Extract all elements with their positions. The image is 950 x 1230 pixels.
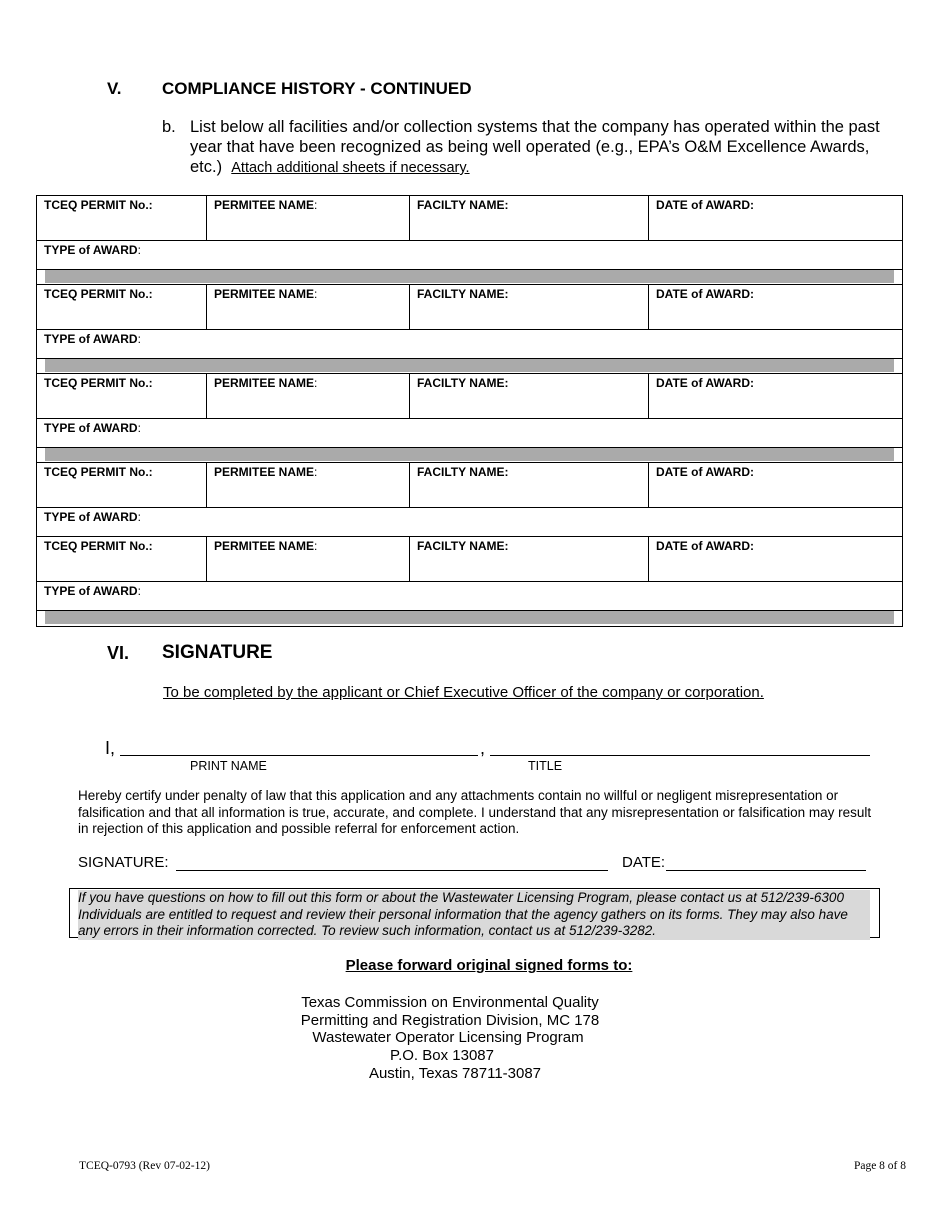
type-of-award-label: TYPE of AWARD <box>44 510 138 524</box>
separator-row <box>37 611 902 626</box>
tceq-permit-field[interactable] <box>37 463 207 507</box>
tceq-permit-field[interactable] <box>37 537 207 581</box>
permitee-name-label: PERMITEE NAME <box>214 198 315 212</box>
separator-bar <box>45 270 894 283</box>
signature-line[interactable] <box>176 870 608 871</box>
awards-table <box>36 195 903 627</box>
item-b-text: List below all facilities and/or collection systems that the company has operated within the past year that have been recognized as being well operated (e.g., EPA’s O&M Excellence Awards, etc.) <box>190 118 880 176</box>
date-of-award-field[interactable] <box>649 285 902 329</box>
date-of-award-label: DATE of AWARD: <box>656 539 754 553</box>
date-of-award-field[interactable] <box>649 196 902 240</box>
footer-page-number: Page 8 of 8 <box>853 1160 906 1172</box>
date-of-award-label: DATE of AWARD: <box>656 465 754 479</box>
award-type-row <box>37 330 902 359</box>
type-of-award-field[interactable]: TYPE of AWARD: <box>44 243 141 257</box>
permitee-name-label: PERMITEE NAME <box>214 376 315 390</box>
separator-bar <box>45 611 894 624</box>
address-line-2: Permitting and Registration Division, MC 178 <box>300 1012 600 1029</box>
facility-name-label: FACILTY NAME: <box>417 465 509 479</box>
type-of-award-field[interactable]: TYPE of AWARD: <box>44 510 141 524</box>
type-of-award-label: TYPE of AWARD <box>44 421 138 435</box>
print-name-line[interactable] <box>120 755 478 756</box>
date-of-award-field[interactable] <box>649 463 902 507</box>
type-of-award-label: TYPE of AWARD <box>44 332 138 346</box>
facility-name-field[interactable] <box>410 537 649 581</box>
award-fields-row <box>37 285 902 330</box>
contact-notice-text: If you have questions on how to fill out this form or about the Wastewater Licensing Program, please contact us at 512/239-6300 Individuals are entitled to request and review their personal information that the agency gathers on its forms. They may also have any errors in their information corrected. To review such information, contact us at 512/239-3282. <box>78 890 870 940</box>
item-b-note: Attach additional sheets if necessary. <box>231 160 470 176</box>
tceq-permit-label: TCEQ PERMIT No.: <box>44 539 153 553</box>
date-of-award-label: DATE of AWARD: <box>656 376 754 390</box>
separator-row <box>37 270 902 285</box>
type-of-award-field[interactable]: TYPE of AWARD: <box>44 332 141 346</box>
title-label: TITLE <box>528 759 563 773</box>
date-of-award-label: DATE of AWARD: <box>656 198 754 212</box>
i-label: I, <box>105 738 116 758</box>
facility-name-label: FACILTY NAME: <box>417 539 509 553</box>
separator-row <box>37 448 902 463</box>
signature-label: SIGNATURE: <box>78 854 169 871</box>
footer-form-id: TCEQ-0793 (Rev 07-02-12) <box>79 1160 210 1172</box>
permitee-name-field[interactable]: PERMITEE NAME: <box>207 537 410 581</box>
facility-name-field[interactable] <box>410 196 649 240</box>
date-of-award-field[interactable] <box>649 374 902 418</box>
type-of-award-label: TYPE of AWARD <box>44 584 138 598</box>
tceq-permit-field[interactable] <box>37 196 207 240</box>
separator-row <box>37 359 902 374</box>
tceq-permit-label: TCEQ PERMIT No.: <box>44 376 153 390</box>
tceq-permit-field[interactable] <box>37 285 207 329</box>
award-fields-row <box>37 196 902 241</box>
award-type-row <box>37 508 902 537</box>
permitee-name-label: PERMITEE NAME <box>214 465 315 479</box>
permitee-name-label: PERMITEE NAME <box>214 539 315 553</box>
tceq-permit-field[interactable] <box>37 374 207 418</box>
date-of-award-field[interactable] <box>649 537 902 581</box>
comma-separator: , <box>480 738 486 758</box>
date-line[interactable] <box>666 870 866 871</box>
section-6-title: SIGNATURE <box>162 642 273 663</box>
date-of-award-label: DATE of AWARD: <box>656 287 754 301</box>
permitee-name-field[interactable]: PERMITEE NAME: <box>207 285 410 329</box>
award-type-row <box>37 582 902 611</box>
title-line[interactable] <box>490 755 870 756</box>
type-of-award-field[interactable]: TYPE of AWARD: <box>44 584 141 598</box>
facility-name-field[interactable] <box>410 463 649 507</box>
award-type-row <box>37 419 902 448</box>
type-of-award-field[interactable]: TYPE of AWARD: <box>44 421 141 435</box>
date-label: DATE: <box>622 854 666 871</box>
permitee-name-label: PERMITEE NAME <box>214 287 315 301</box>
address-line-4: P.O. Box 13087 <box>390 1047 494 1064</box>
tceq-permit-label: TCEQ PERMIT No.: <box>44 198 153 212</box>
facility-name-field[interactable] <box>410 285 649 329</box>
print-name-label: PRINT NAME <box>190 759 267 773</box>
award-fields-row <box>37 537 902 582</box>
certification-text: Hereby certify under penalty of law that this application and any attachments contain no willful or negligent misrepresentation or falsification and that all information is true, accurate, and complete. I understand that any misrepresentation or falsification may result in rejection of this application and possible referral for enforcement action. <box>78 788 872 836</box>
forward-heading: Please forward original signed forms to: <box>345 957 633 974</box>
contact-notice-box <box>69 888 880 938</box>
permitee-name-field[interactable]: PERMITEE NAME: <box>207 196 410 240</box>
address-line-3: Wastewater Operator Licensing Program <box>312 1029 584 1046</box>
separator-bar <box>45 448 894 461</box>
award-type-row <box>37 241 902 270</box>
facility-name-label: FACILTY NAME: <box>417 198 509 212</box>
permitee-name-field[interactable]: PERMITEE NAME: <box>207 463 410 507</box>
address-line-5: Austin, Texas 78711-3087 <box>368 1065 542 1082</box>
tceq-permit-label: TCEQ PERMIT No.: <box>44 465 153 479</box>
award-fields-row <box>37 463 902 508</box>
facility-name-label: FACILTY NAME: <box>417 376 509 390</box>
award-fields-row <box>37 374 902 419</box>
facility-name-field[interactable] <box>410 374 649 418</box>
separator-bar <box>45 359 894 372</box>
signature-instruction: To be completed by the applicant or Chief Executive Officer of the company or corporation. <box>163 684 764 701</box>
section-6-number: VI. <box>107 643 130 663</box>
address-line-1: Texas Commission on Environmental Quality <box>301 994 599 1011</box>
item-b-paragraph <box>162 117 882 178</box>
facility-name-label: FACILTY NAME: <box>417 287 509 301</box>
type-of-award-label: TYPE of AWARD <box>44 243 138 257</box>
tceq-permit-label: TCEQ PERMIT No.: <box>44 287 153 301</box>
item-b-label: b. <box>162 118 176 136</box>
permitee-name-field[interactable]: PERMITEE NAME: <box>207 374 410 418</box>
section-5-number: V. <box>107 79 122 98</box>
section-5-title: COMPLIANCE HISTORY - CONTINUED <box>162 79 472 98</box>
